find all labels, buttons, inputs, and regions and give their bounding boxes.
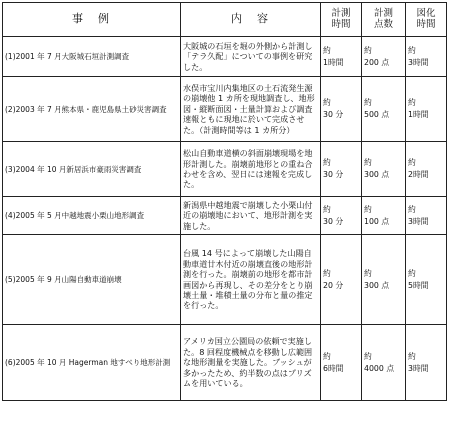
- row-measure-time-line1: 約: [323, 351, 331, 361]
- header-case: 事 例: [3, 3, 181, 37]
- row-drafting-time-line1: 約: [408, 98, 416, 107]
- row-measure-time-line2: 30 分: [323, 216, 344, 226]
- row-measure-points: [362, 325, 406, 401]
- row-measure-time-line1: 約: [323, 45, 331, 55]
- header-measure-points: [362, 3, 406, 37]
- header-measure-time-line2: 時間: [331, 18, 351, 30]
- header-drafting-time: [406, 3, 447, 37]
- row-content: 新潟県中越地震で崩壊した小栗山付近の崩壊地において、地形計測を実施した。: [181, 197, 321, 235]
- header-measure-time: [321, 3, 362, 37]
- row-drafting-time-line2: 3時間: [408, 363, 429, 373]
- row-drafting-time-line1: 約: [408, 268, 416, 278]
- row-content: 大阪城の石垣を堀の外側から計測し「テラ久配」についての事例を研究した。: [181, 37, 321, 77]
- row-measure-time-line1: 約: [323, 98, 331, 107]
- header-measure-time-line1: 計測: [331, 8, 351, 19]
- row-measure-points: [362, 197, 406, 235]
- row-drafting-time-line2: 2時間: [408, 170, 429, 179]
- row-case: (1)2001 年 7 月大阪城石垣計測調査: [3, 37, 181, 77]
- table-row: [3, 37, 447, 77]
- row-drafting-time-line1: 約: [408, 204, 416, 214]
- row-case: (5)2005 年 9 月山陽自動車道崩壊: [3, 235, 181, 325]
- row-measure-time: [321, 77, 362, 142]
- row-measure-points-line1: 約: [364, 45, 372, 55]
- header-drafting-time-line2: 時間: [416, 18, 436, 30]
- row-measure-time-line2: 20 分: [323, 280, 344, 290]
- header-content: 内 容: [181, 3, 321, 37]
- row-measure-time-line1: 約: [323, 158, 331, 167]
- row-measure-points: [362, 235, 406, 325]
- table-row: [3, 142, 447, 197]
- row-measure-time-line2: 30 分: [323, 110, 344, 119]
- row-drafting-time: [406, 235, 447, 325]
- row-measure-points-line2: 200 点: [364, 57, 390, 67]
- row-measure-points-line1: 約: [364, 204, 372, 214]
- row-drafting-time-line1: 約: [408, 351, 416, 361]
- row-drafting-time: [406, 197, 447, 235]
- row-case: (4)2005 年 5 月中越地震小栗山地形調査: [3, 197, 181, 235]
- header-row: [3, 3, 447, 37]
- header-drafting-time-line1: 図化: [416, 8, 436, 19]
- table-row: [3, 325, 447, 401]
- row-drafting-time: [406, 325, 447, 401]
- row-drafting-time-line2: 1時間: [408, 110, 429, 119]
- row-measure-time: [321, 142, 362, 197]
- row-measure-points: [362, 37, 406, 77]
- row-measure-points-line2: 300 点: [364, 170, 390, 179]
- table-body: [3, 37, 447, 401]
- row-measure-points: [362, 142, 406, 197]
- row-content: アメリカ国立公園局の依頼で実施した。8 回程度機械点を移動し広範囲な地形測量を実施した。ブッシュが多かったため、約半数の点はプリズムを用いている。: [181, 325, 321, 401]
- row-measure-points-line1: 約: [364, 98, 372, 107]
- row-measure-points-line1: 約: [364, 158, 372, 167]
- row-case: (2)2003 年 7 月熊本県・鹿児島県土砂災害調査: [3, 77, 181, 142]
- row-measure-time-line1: 約: [323, 204, 331, 214]
- row-measure-points-line2: 300 点: [364, 280, 390, 290]
- row-case: (3)2004 年 10 月新居浜市豪雨災害調査: [3, 142, 181, 197]
- row-measure-time-line2: 6時間: [323, 363, 344, 373]
- row-drafting-time-line2: 5時間: [408, 280, 429, 290]
- header-measure-points-line2: 点数: [373, 18, 393, 30]
- row-content: 水俣市宝川内集地区の土石流発生源の崩壊他 1 カ所を現地調査し、地形図・縦断面図・土量計算および調査速報ともに現地に於いて完成させた。（計測時間等は 1 カ所分）: [181, 77, 321, 142]
- row-measure-points-line1: 約: [364, 268, 372, 278]
- row-measure-time: [321, 37, 362, 77]
- row-content: 台風 14 号によって崩壊した山陽自動車道廿木付近の崩壊直後の地形計測を行った。崩壊前の地形を都市計画図から再現し、その差分をとり崩壊土量・堆積土量の分布と量の推定を行った。: [181, 235, 321, 325]
- table-row: [3, 77, 447, 142]
- row-measure-time: [321, 325, 362, 401]
- table-row: [3, 235, 447, 325]
- row-content: 松山自動車道横の斜面崩壊現場を地形計測した。崩壊前地形との重ね合わせを含め、翌日には速報を完成した。: [181, 142, 321, 197]
- row-measure-time-line2: 1時間: [323, 57, 344, 67]
- row-measure-time-line2: 30 分: [323, 170, 344, 179]
- row-drafting-time-line1: 約: [408, 158, 416, 167]
- row-measure-time-line1: 約: [323, 268, 331, 278]
- row-measure-points-line1: 約: [364, 351, 372, 361]
- row-measure-points-line2: 500 点: [364, 110, 390, 119]
- table-row: [3, 197, 447, 235]
- row-drafting-time-line2: 3時間: [408, 216, 429, 226]
- row-drafting-time-line1: 約: [408, 45, 416, 55]
- row-drafting-time: [406, 37, 447, 77]
- row-measure-points: [362, 77, 406, 142]
- row-drafting-time: [406, 142, 447, 197]
- header-measure-points-line1: 計測: [373, 8, 393, 19]
- row-drafting-time: [406, 77, 447, 142]
- row-drafting-time-line2: 3時間: [408, 57, 429, 67]
- row-measure-points-line2: 4000 点: [364, 363, 395, 373]
- row-case: (6)2005 年 10 月 Hagerman 地すべり地形計測: [3, 325, 181, 401]
- row-measure-time: [321, 235, 362, 325]
- row-measure-points-line2: 100 点: [364, 216, 390, 226]
- results-table: [2, 2, 447, 401]
- row-measure-time: [321, 197, 362, 235]
